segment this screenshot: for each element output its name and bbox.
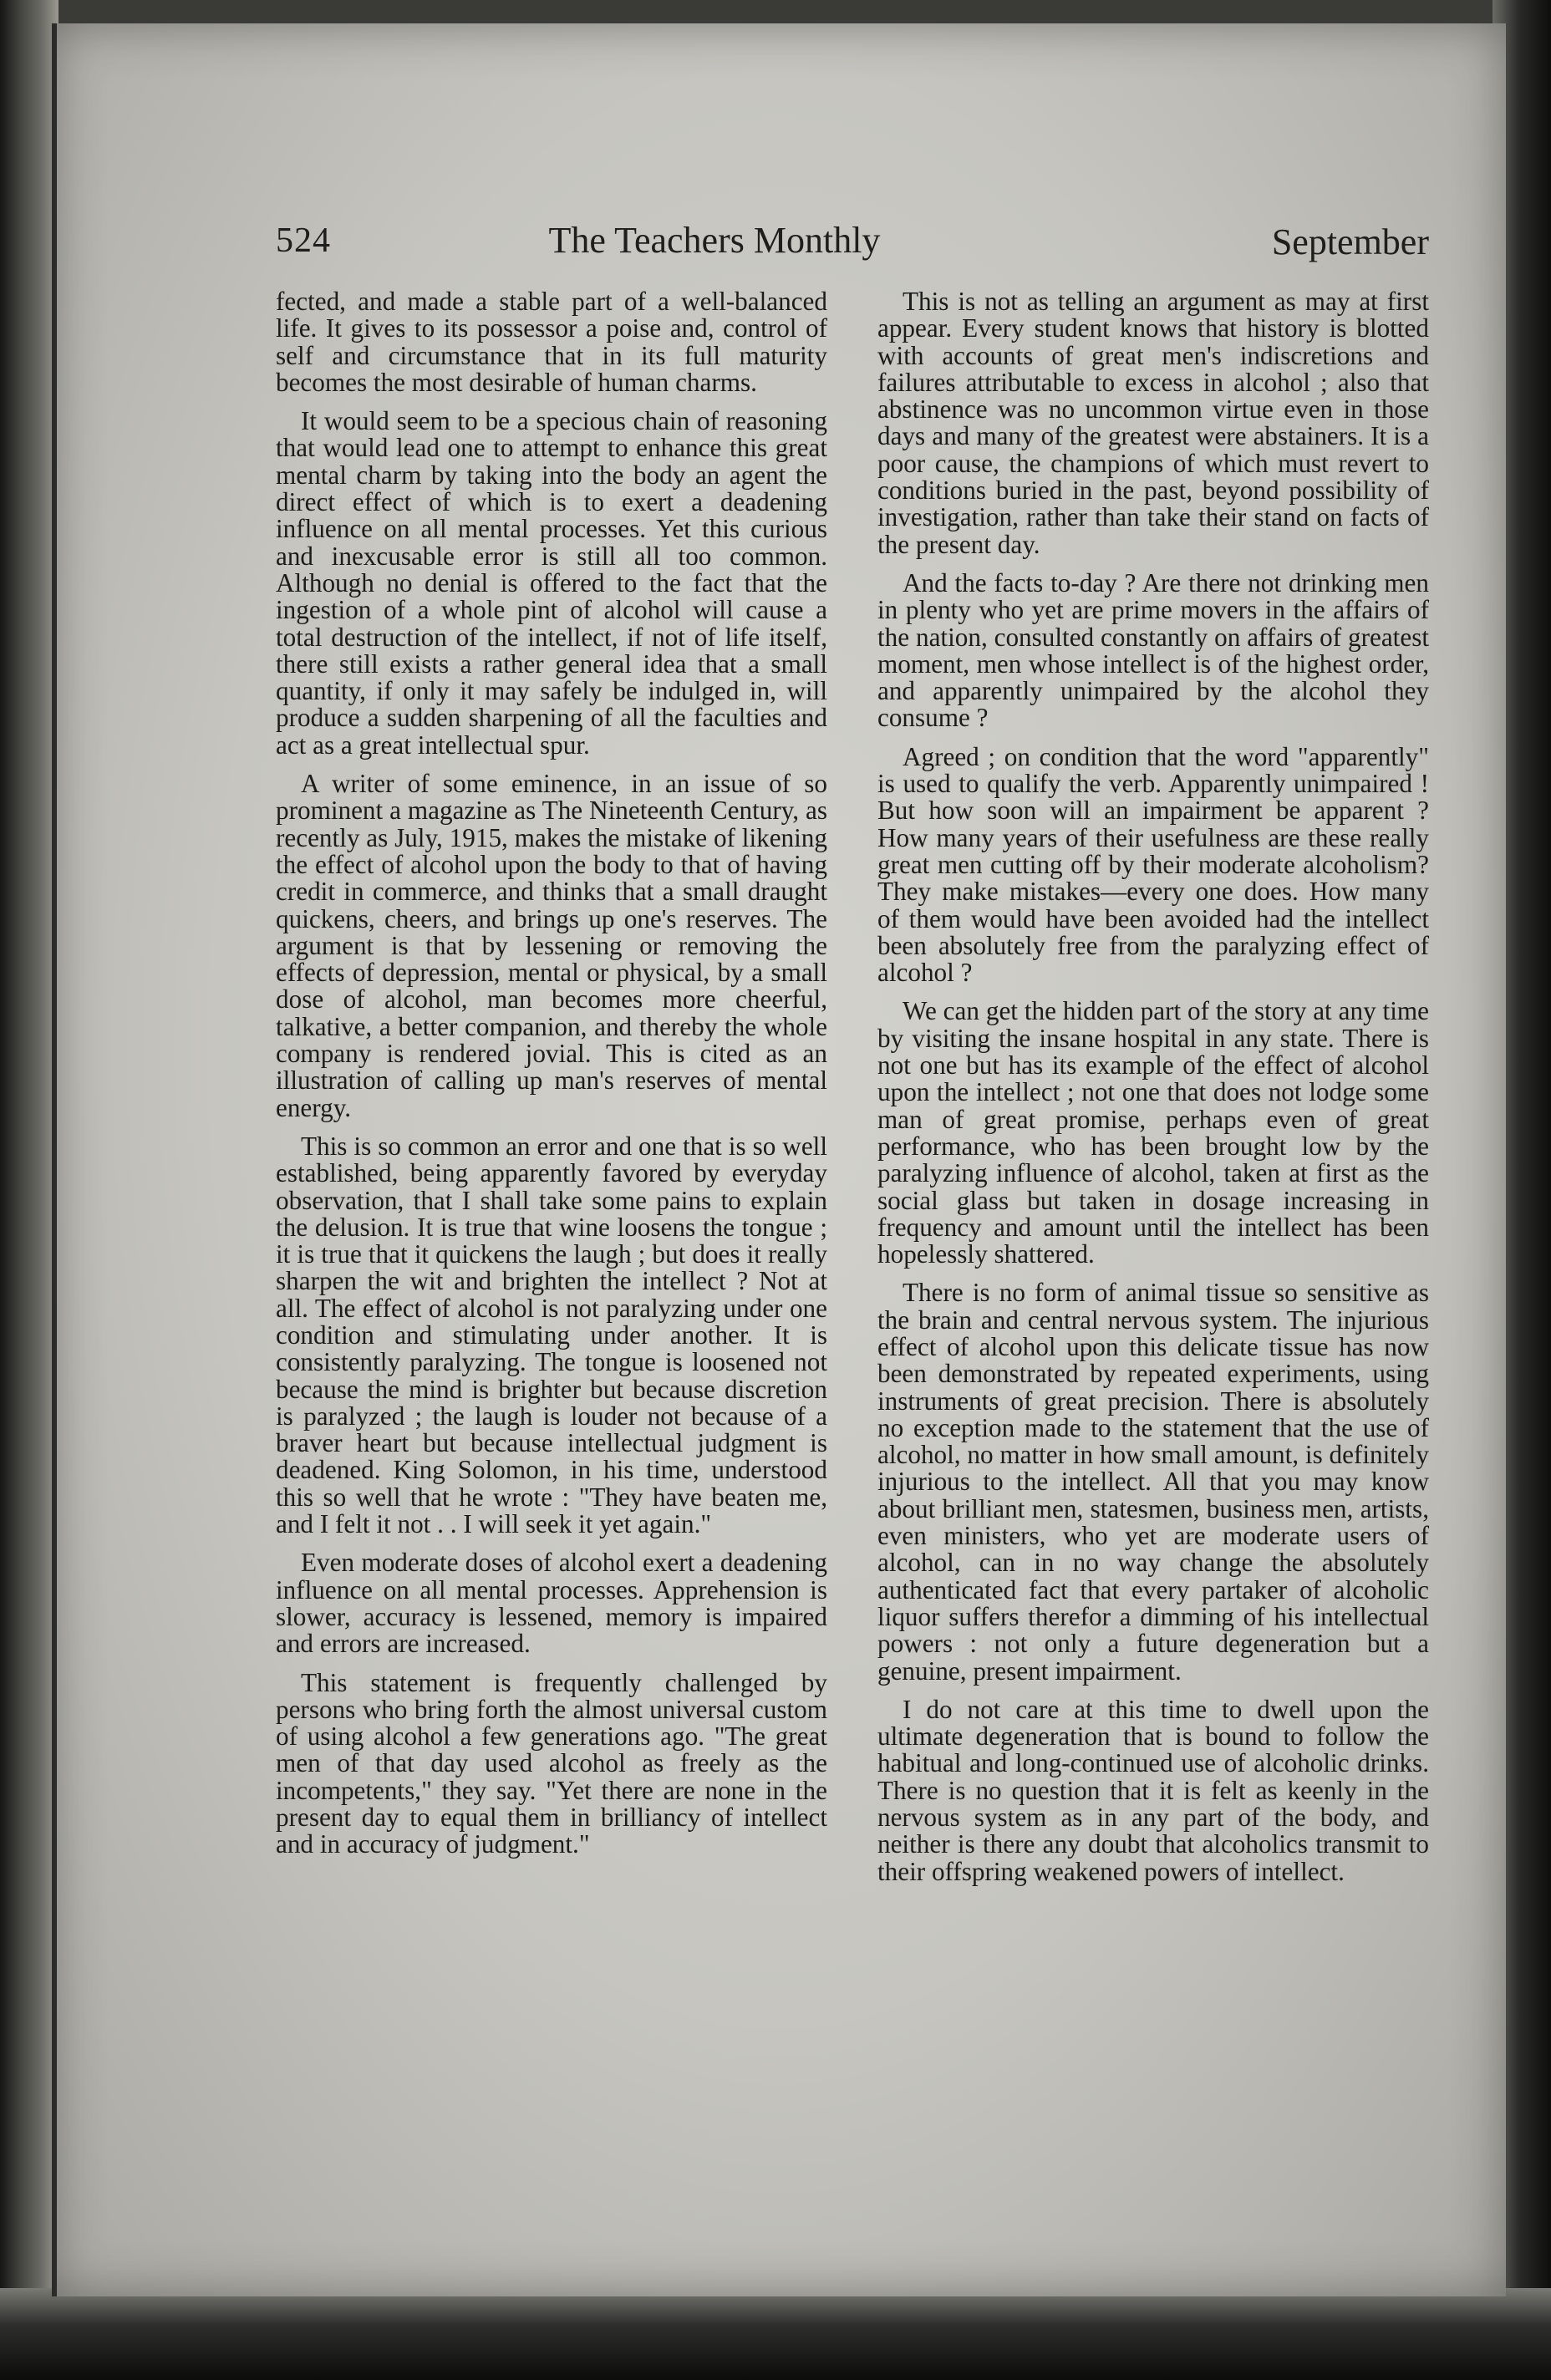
binding-edge bbox=[52, 23, 57, 2296]
right-column bbox=[877, 288, 1429, 1885]
paragraph: This is so common an error and one that is so well established, being apparently favored by everyday observation, that I shall take some pains to explain the delusion. It is true that wine loosens the tongue ; it is true that it quickens the laugh ; but does it really sharpen the wit and brighten the intellect ? Not at all. The effect of alcohol is not paralyzing under one condition and stimulating under another. It is consistently paralyzing. The tongue is loosened not because the mind is brighter but because discretion is paralyzed ; the laugh is louder not because of a braver heart but because intellectual judgment is deadened. King Solomon, in his time, understood this so well that he wrote : "They have beaten me, and I felt it not . . I will seek it yet again." bbox=[276, 1131, 827, 1539]
paragraph: I do not care at this time to dwell upon the ultimate degeneration that is bound to follow the habitual and long-continued use of alcoholic drinks. There is no question that it is felt as keenly in the nervous system as in any part of the body, and neither is there any doubt that alcoholics transmit to their offspring weakened powers of intellect. bbox=[877, 1694, 1429, 1886]
paragraph: Agreed ; on condition that the word "apparently" is used to qualify the verb. Apparently unimpaired ! But how soon will an impairment be apparent ? How many years of their usefulness are these really great men cutting off by their moderate alcoholism? They make mistakes—every one does. How many of them would have been avoided had the intellect been absolutely free from the paralyzing effect of alcohol ? bbox=[877, 741, 1429, 988]
page-header bbox=[276, 216, 1429, 274]
paragraph: This is not as telling an argument as may at first appear. Every student knows that history is blotted with accounts of great men's indiscretions and failures attributable to excess in alcohol ; also that abstinence was no uncommon virtue even in those days and many of the greatest were abstainers. It is a poor cause, the champions of which must revert to conditions buried in the past, beyond possibility of investigation, rather than take their stand on facts of the present day. bbox=[877, 287, 1429, 559]
paragraph: It would seem to be a specious chain of reasoning that would lead one to attempt to enhance this great mental charm by taking into the body an agent the direct effect of which is to exert a deadening influence on all mental processes. Yet this curious and inexcusable error is still all too common. Although no denial is offered to the fact that the ingestion of a whole pint of alcohol will cause a total destruction of the intellect, if not of life itself, there still exists a rather general idea that a small quantity, if only it may safely be indulged in, will produce a sudden sharpening of all the faculties and act as a great intellectual spur. bbox=[276, 406, 827, 760]
paragraph: There is no form of animal tissue so sensitive as the brain and central nervous system. The injurious effect of alcohol upon this delicate tissue has now been demonstrated by repeated experiments, using instruments of great precision. There is absolutely no exception made to the statement that the use of alcohol, no matter in how small amount, is definitely injurious to the intellect. All that you may know about brilliant men, statesmen, business men, artists, even ministers, who yet are moderate users of alcohol, can in no way change the absolutely authenticated fact that every partaker of alcoholic liquor suffers therefor a dimming of his intellectual powers : not only a future degeneration but a genuine, present impairment. bbox=[877, 1278, 1430, 1686]
paragraph: A writer of some eminence, in an issue of so prominent a magazine as The Nineteenth Century, as recently as July, 1915, makes the mistake of likening the effect of alcohol upon the body to that of having credit in commerce, and thinks that a small draught quickens, cheers, and brings up one's reserves. The argument is that by lessening or removing the effects of depression, mental or physical, by a small dose of alcohol, man becomes more cheerful, talkative, a better companion, and thereby the whole company is rendered jovial. This is cited as an illustration of calling up man's reserves of mental energy. bbox=[276, 769, 827, 1122]
page-number: 524 bbox=[276, 221, 331, 260]
running-title: The Teachers Monthly bbox=[548, 220, 881, 261]
paragraph: And the facts to-day ? Are there not drinking men in plenty who yet are prime movers in the affairs of the nation, consulted constantly on affairs of greatest moment, men whose intellect is of the highest order, and apparently unimpaired by the alcohol they consume ? bbox=[877, 567, 1429, 733]
scan-left-edge bbox=[0, 0, 58, 2380]
scan-bottom-edge bbox=[0, 2288, 1551, 2380]
issue-month: September bbox=[1271, 221, 1429, 262]
paragraph: We can get the hidden part of the story at any time by visiting the insane hospital in any state. There is not one but has its example of the effect of alcohol upon the intellect ; not one that does not lodge some man of great promise, perhaps even of great performance, who has been brought low by the paralyzing influence of alcohol, taken at first as the social glass but taken in dosage increasing in frequency and amount until the intellect has been hopelessly shattered. bbox=[877, 996, 1429, 1269]
paragraph: Even moderate doses of alcohol exert a deadening influence on all mental processes. Apprehension is slower, accuracy is lessened, memory is impaired and errors are increased. bbox=[276, 1548, 827, 1659]
paragraph: This statement is frequently challenged by persons who bring forth the almost universal custom of using alcohol a few generations ago. "The great men of that day used alcohol as freely as the incompetents," they say. "Yet there are none in the present day to equal them in brilliancy of intellect and in accuracy of judgment." bbox=[276, 1667, 827, 1859]
left-column bbox=[276, 288, 827, 1859]
paragraph: fected, and made a stable part of a well-balanced life. It gives to its possessor a poise and, control of self and circumstance that in its full maturity becomes the most desirable of human charms. bbox=[276, 287, 827, 397]
